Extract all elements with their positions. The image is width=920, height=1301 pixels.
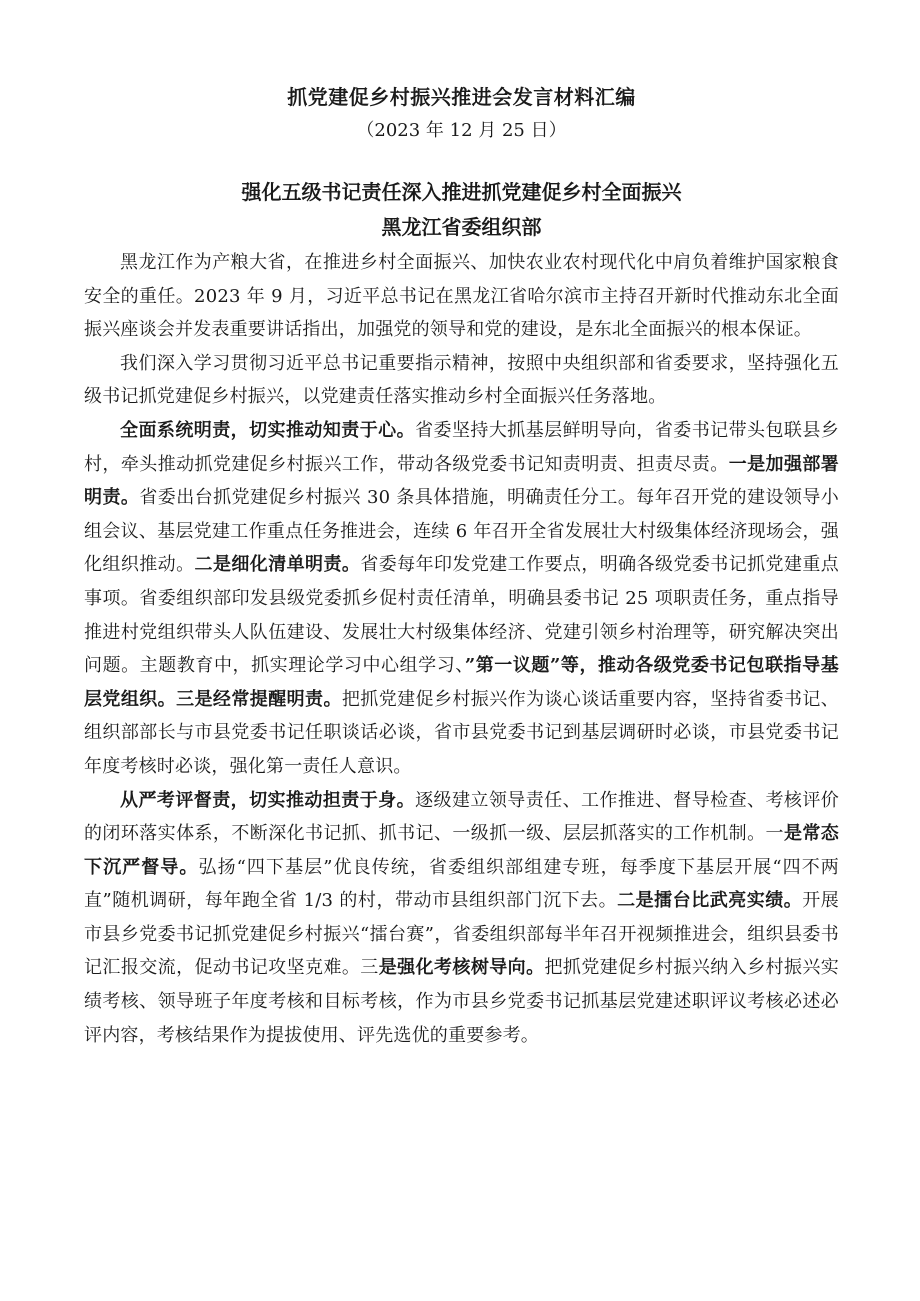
section-title: 强化五级书记责任深入推进抓党建促乡村全面振兴 (241, 180, 682, 204)
paragraph-text: 省委出台抓党建促乡村振兴 30 条具体措施，明确责任分工。每年召开党的建设领导小组会议、基层党建工作重点任务推进会，连续 6 年召开全省发展壮大村级集体经济现场会，强化组织推动。 (84, 487, 839, 576)
paragraph-text: 省委每年印发党建工作要点，明确各级党委书记抓党建重点事项。省委组织部印发县级党委抓乡促村责任清单，明确县委书记 25 项职责任务，重点指导推进村党组织带头人队伍建设、发展壮大村级集体经济、党建引领乡村治理等，研究解决突出问题。主题教育中，抓实理论学习中心组学习、 (84, 554, 839, 677)
paragraph-text: 我们深入学习贯彻习近平总书记重要指示精神，按照中央组织部和省委要求，坚持强化五级书记抓党建促乡村振兴，以党建责任落实推动乡村全面振兴任务落地。 (84, 352, 839, 408)
paragraph-text: 逐级建立领导责任、工作推进、督导检查、考核评价的闭环落实体系，不断深化书记抓、抓书记、一级抓一级、层层抓落实的工作机制。一 (84, 789, 839, 845)
section-heading-text: 从严考评督责，切实推动担责于身。 (120, 789, 416, 811)
section-organization: 黑龙江省委组织部 (381, 215, 542, 239)
paragraph-text: 开展市县乡党委书记抓党建促乡村振兴“擂台赛”，省委组织部每半年召开视频推进会，组织县委书记汇报交流，促动书记攻坚克难。三 (84, 890, 840, 979)
document-page (84, 80, 839, 1052)
document-title: 抓党建促乡村振兴推进会发言材料汇编 (287, 85, 636, 109)
paragraph-text: 黑龙江作为产粮大省，在推进乡村全面振兴、加快农业农村现代化中肩负着维护国家粮食安全的重任。2023 年 9 月，习近平总书记在黑龙江省哈尔滨市主持召开新时代推动东北全面振兴座谈会并发表重要讲话指出，加强党的领导和党的建设，是东北全面振兴的根本保证。 (84, 252, 839, 341)
body-paragraph (84, 347, 839, 414)
body-paragraph (84, 414, 839, 784)
point-heading-text: 是强化考核树导向。 (378, 957, 545, 979)
document-date: （2023 年 12 月 25 日） (356, 120, 567, 141)
section-heading-text: 全面系统明责，切实推动知责于心。 (120, 419, 416, 441)
paragraph-text: 弘扬“四下基层”优良传统，省委组织部组建专班，每季度下基层开展“四不两直”随机调研，每年跑全省 1/3 的村，带动市县组织部门沉下去。 (84, 856, 839, 912)
point-heading-text: 是常态下沉严督导。 (84, 823, 839, 878)
document-body (84, 246, 839, 1052)
point-heading-text: 二是擂台比武亮实绩。 (617, 890, 803, 912)
paragraph-text: 省委坚持大抓基层鲜明导向，省委书记带头包联县乡村，牵头推动抓党建促乡村振兴工作，带动各级党委书记知责明责、担责尽责。 (84, 419, 839, 475)
point-heading-text: 二是细化清单明责。 (194, 554, 361, 576)
body-paragraph (84, 246, 839, 347)
body-paragraph (84, 784, 839, 1053)
paragraph-text: 把抓党建促乡村振兴作为谈心谈话重要内容，坚持省委书记、组织部部长与市县党委书记任职谈话必谈，省市县党委书记到基层调研时必谈，市县党委书记年度考核时必谈，强化第一责任人意识。 (84, 688, 839, 777)
point-heading-text: ”第一议题”等，推动各级党委书记包联指导基层党组织。三是经常提醒明责。 (84, 655, 839, 710)
point-heading-text: 一是加强部署明责。 (84, 453, 840, 509)
paragraph-text: 把抓党建促乡村振兴纳入乡村振兴实绩考核、领导班子年度考核和目标考核，作为市县乡党委书记抓基层党建述职评议考核必述必评内容，考核结果作为提拔使用、评先选优的重要参考。 (84, 957, 839, 1046)
